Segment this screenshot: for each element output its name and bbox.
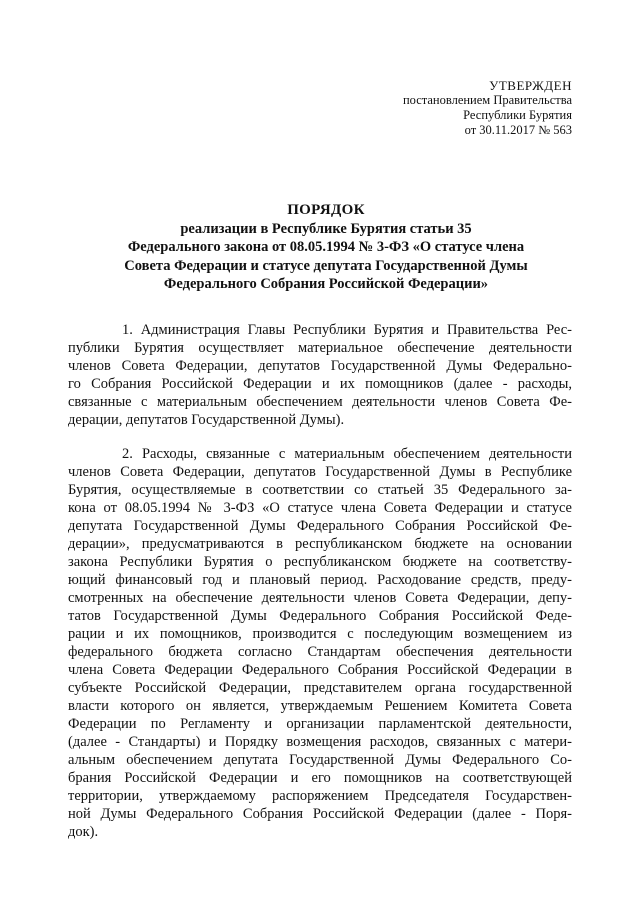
- paragraph-line: Бурятия, осуществляемые в соответствии со статьей 35 Федерального за-: [68, 482, 572, 498]
- paragraph-line: Федерации по Регламенту и организации парламентской деятельности,: [68, 716, 572, 732]
- paragraph-line: кона от 08.05.1994 № 3-ФЗ «О статусе члена Совета Федерации и статусе: [68, 500, 572, 516]
- title-line: Федерального Собрания Российской Федерации»: [163, 276, 489, 292]
- paragraph-line: альным обеспечением депутата Государственной Думы Федерального Со-: [68, 752, 572, 768]
- paragraph-line: закона Республики Бурятия о республиканском бюджете на соответству-: [68, 554, 572, 570]
- paragraph-line: депутата Государственной Думы Федерального Собрания Российской Фе-: [68, 518, 572, 534]
- paragraph-1: [68, 321, 572, 429]
- paragraph-line: субъекте Российской Федерации, представителем органа государственной: [68, 680, 572, 696]
- document-title: [80, 201, 572, 294]
- paragraph-line: дерации», предусматриваются в республиканском бюджете на основании: [68, 536, 572, 552]
- paragraph-2: [68, 445, 572, 841]
- paragraph-line: связанные с материальным обеспечением деятельности членов Совета Фе-: [68, 394, 572, 410]
- title-line: Совета Федерации и статусе депутата Государственной Думы: [124, 257, 528, 274]
- paragraph-line: федерального бюджета согласно Стандартам обеспечения деятельности: [68, 644, 572, 660]
- approval-line: постановлением Правительства: [402, 93, 572, 107]
- paragraph-line: го Собрания Российской Федерации и их помощников (далее - расходы,: [68, 376, 572, 392]
- approval-heading: УТВЕРЖДЕН: [489, 78, 572, 93]
- paragraph-line: татов Государственной Думы Федерального Собрания Российской Феде-: [68, 608, 572, 624]
- title-line: Федерального закона от 08.05.1994 № 3-ФЗ «О статусе члена: [127, 239, 525, 255]
- paragraph-line: власти которого он является, утверждаемым Решением Комитета Совета: [68, 698, 572, 714]
- title-main: ПОРЯДОК: [287, 202, 365, 218]
- approval-line: Республики Бурятия: [463, 108, 572, 122]
- paragraph-line: смотренных на обеспечение деятельности членов Совета Федерации, депу-: [68, 590, 572, 606]
- paragraph-line: 1. Администрация Главы Республики Бурятия и Правительства Рес-: [122, 322, 572, 338]
- paragraph-line: члена Совета Федерации Федерального Собрания Российской Федерации в: [68, 662, 572, 678]
- paragraph-line: (далее - Стандарты) и Порядку возмещения расходов, связанных с матери-: [68, 734, 572, 750]
- paragraph-line: дерации, депутатов Государственной Думы).: [68, 412, 345, 428]
- paragraph-line: ющий финансовый год и плановый период. Расходование средств, преду-: [68, 572, 572, 588]
- paragraph-line: публики Бурятия осуществляет материальное обеспечение деятельности: [68, 340, 572, 356]
- paragraph-line: членов Совета Федерации, депутатов Государственной Думы в Республике: [68, 464, 572, 480]
- approval-stamp: [403, 78, 572, 138]
- paragraph-line: рации и их помощников, производится с последующим возмещением из: [68, 626, 572, 642]
- paragraph-line: членов Совета Федерации, депутатов Государственной Думы Федерально-: [68, 358, 572, 374]
- approval-date-number: от 30.11.2017 № 563: [464, 123, 572, 137]
- paragraph-line: док).: [68, 824, 99, 840]
- paragraph-line: 2. Расходы, связанные с материальным обеспечением деятельности: [122, 446, 572, 462]
- paragraph-line: территории, утверждаемому распоряжением Председателя Государствен-: [68, 788, 572, 804]
- paragraph-line: ной Думы Федерального Собрания Российской Федерации (далее - Поря-: [68, 806, 572, 822]
- paragraph-line: брания Российской Федерации и его помощников на соответствующей: [68, 770, 572, 786]
- title-line: реализации в Республике Бурятия статьи 35: [180, 220, 472, 237]
